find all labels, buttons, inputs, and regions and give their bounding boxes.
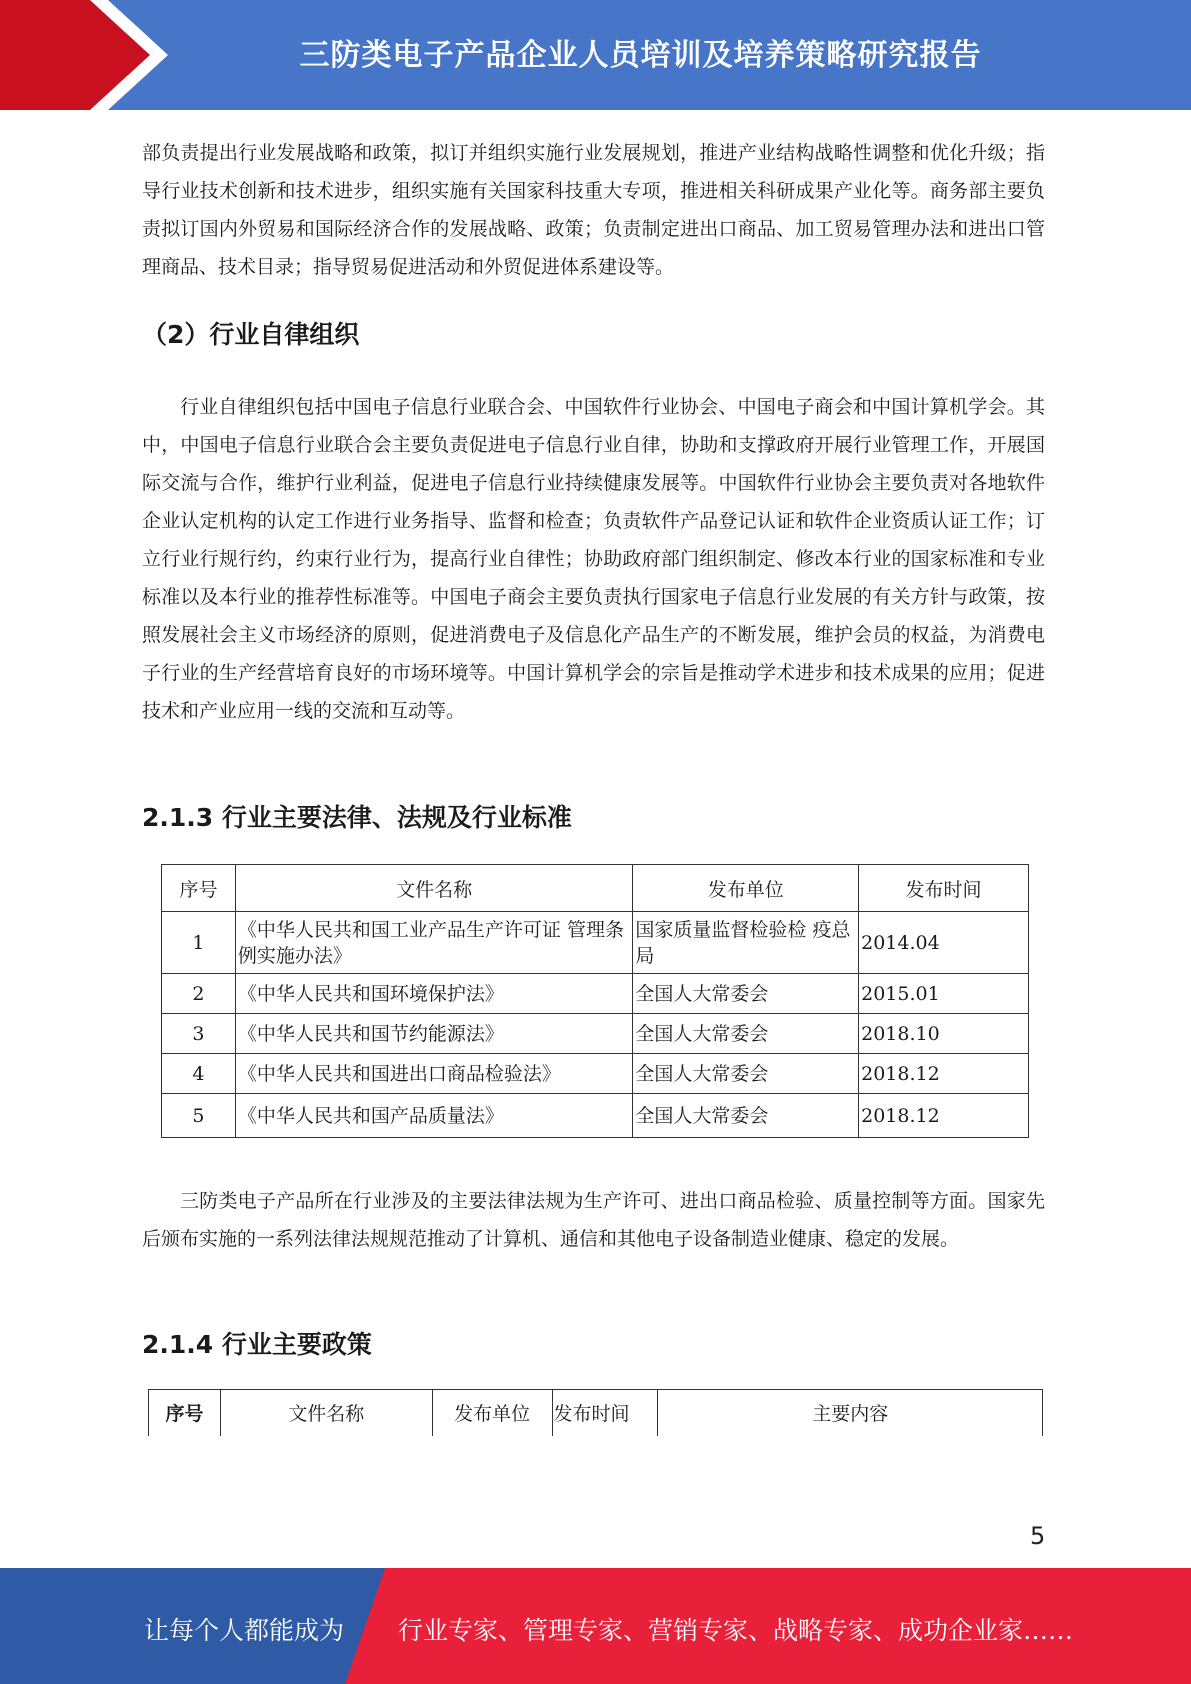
table-cell-index: 2: [162, 974, 236, 1014]
table-cell-date: 2014.04: [859, 912, 1029, 974]
table-header-row: [162, 865, 1029, 912]
page-header: [0, 0, 1191, 110]
laws-table: [161, 864, 1029, 1138]
column-header: 发布单位: [432, 1390, 552, 1436]
table-cell-index: 4: [162, 1054, 236, 1094]
table-row: [162, 974, 1029, 1014]
header-red-arrow: [0, 0, 150, 110]
table-row: [162, 1054, 1029, 1094]
table-cell-document: 《中华人民共和国环境保护法》: [235, 974, 632, 1014]
table-header-row: [149, 1390, 1043, 1436]
page-number: 5: [1030, 1522, 1046, 1550]
table-cell-document: 《中华人民共和国工业产品生产许可证 管理条例实施办法》: [235, 912, 632, 974]
table-cell-date: 2015.01: [859, 974, 1029, 1014]
column-header: 主要内容: [658, 1390, 1043, 1436]
section-heading-text: 2.1.3 行业主要法律、法规及行业标准: [142, 803, 572, 832]
paragraph-text: 三防类电子产品所在行业涉及的主要法律法规为生产许可、进出口商品检验、质量控制等方面。国家先后颁布实施的一系列法律法规规范推动了计算机、通信和其他电子设备制造业健康、稳定的发展。: [142, 1190, 1045, 1250]
table-cell-issuer: 全国人大常委会: [633, 1014, 859, 1054]
table-cell-date: 2018.12: [859, 1054, 1029, 1094]
table-cell-index: 1: [162, 912, 236, 974]
report-title: 三防类电子产品企业人员培训及培养策略研究报告: [299, 38, 982, 73]
table-row: [162, 912, 1029, 974]
table-cell-issuer: 全国人大常委会: [633, 1054, 859, 1094]
section-heading-2-1-3: [142, 798, 1045, 834]
table-cell-index: 5: [162, 1094, 236, 1138]
section-heading-text: 2.1.4 行业主要政策: [142, 1330, 372, 1359]
paragraph-text: 行业自律组织包括中国电子信息行业联合会、中国软件行业协会、中国电子商会和中国计算机学会。其中，中国电子信息行业联合会主要负责促进电子信息行业自律，协助和支撑政府开展行业管理工作，开展国际交流与合作，维护行业利益，促进电子信息行业持续健康发展等。中国软件行业协会主要负责对各地软件企业认定机构的认定工作进行业务指导、监督和检查；负责软件产品登记认证和软件企业资质认证工作；订立行业行规行约，约束行业行为，提高行业自律性；协助政府部门组织制定、修改本行业的国家标准和专业标准以及本行业的推荐性标准等。中国电子商会主要负责执行国家电子信息行业发展的有关方针与政策，按照发展社会主义市场经济的原则，促进消费电子及信息化产品生产的不断发展，维护会员的权益，为消费电子行业的生产经营培育良好的市场环境等。中国计算机学会的宗旨是推动学术进步和技术成果的应用；促进技术和产业应用一线的交流和互动等。: [142, 396, 1045, 722]
section-heading-2-1-4: [142, 1325, 1045, 1361]
subheading-text: （2）行业自律组织: [142, 320, 360, 349]
table-row: [162, 1094, 1029, 1138]
table-cell-document: 《中华人民共和国产品质量法》: [235, 1094, 632, 1138]
table-cell-issuer: 国家质量监督检验检 疫总局: [633, 912, 859, 974]
policies-table: [148, 1389, 1043, 1436]
column-header: 发布单位: [633, 865, 859, 912]
table-cell-date: 2018.10: [859, 1014, 1029, 1054]
body-paragraph-1: [142, 134, 1045, 286]
footer-slogan-left: 让每个人都能成为: [144, 1616, 345, 1645]
subheading-self-regulation: [142, 315, 1045, 351]
column-header: 文件名称: [220, 1390, 432, 1436]
column-header: 文件名称: [235, 865, 632, 912]
table-cell-date: 2018.12: [859, 1094, 1029, 1138]
body-paragraph-2: [142, 388, 1045, 730]
page-footer: [0, 1568, 1191, 1684]
paragraph-text: 部负责提出行业发展战略和政策，拟订并组织实施行业发展规划，推进产业结构战略性调整和优化升级；指导行业技术创新和技术进步，组织实施有关国家科技重大专项，推进相关科研成果产业化等。商务部主要负责拟订国内外贸易和国际经济合作的发展战略、政策；负责制定进出口商品、加工贸易管理办法和进出口管理商品、技术目录；指导贸易促进活动和外贸促进体系建设等。: [142, 142, 1045, 278]
table-cell-issuer: 全国人大常委会: [633, 1094, 859, 1138]
footer-slogan-right: 行业专家、管理专家、营销专家、战略专家、成功企业家……: [398, 1616, 1074, 1645]
table-row: [162, 1014, 1029, 1054]
column-header: 发布时间: [859, 865, 1029, 912]
column-header: 序号: [149, 1390, 221, 1436]
column-header: 序号: [162, 865, 236, 912]
column-header: 发布时间: [552, 1390, 658, 1436]
table-cell-document: 《中华人民共和国节约能源法》: [235, 1014, 632, 1054]
table-cell-document: 《中华人民共和国进出口商品检验法》: [235, 1054, 632, 1094]
table-cell-issuer: 全国人大常委会: [633, 974, 859, 1014]
body-paragraph-3: [142, 1182, 1045, 1258]
table-cell-index: 3: [162, 1014, 236, 1054]
